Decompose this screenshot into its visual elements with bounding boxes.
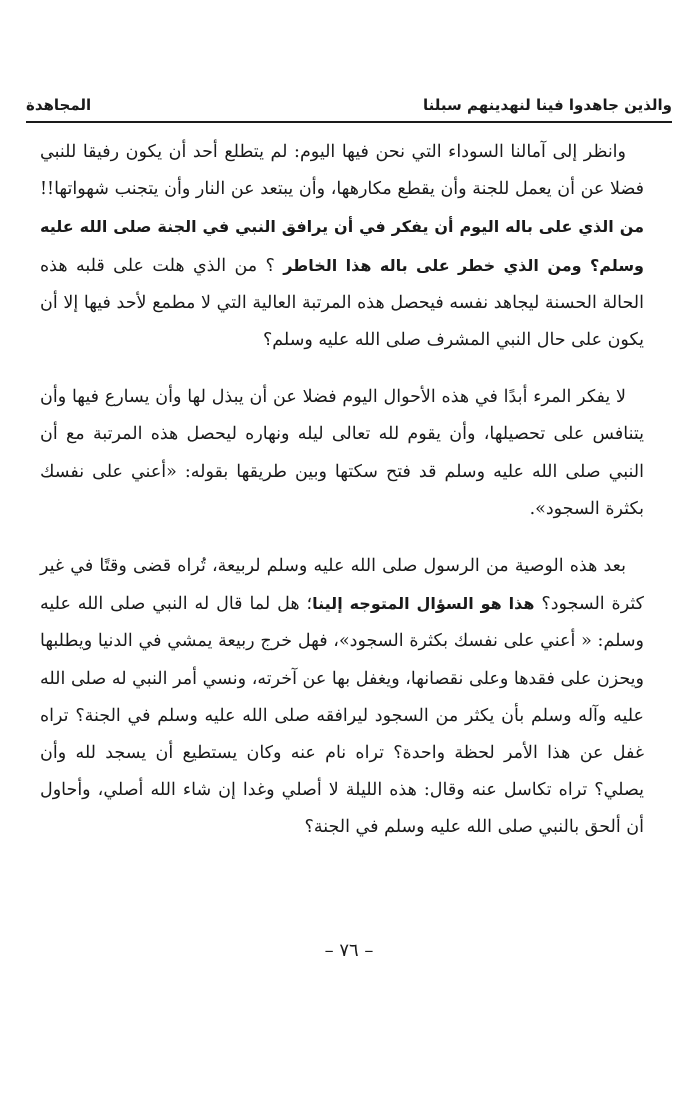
book-title: والذين جاهدوا فينا لنهدينهم سبلنا bbox=[423, 96, 672, 114]
text-run: لا يفكر المرء أبدًا في هذه الأحوال اليوم فضلا عن أن يبذل لها وأن يسارع فيها وأن يتنافس على تحصيلها، وأن يقوم لله تعالى ليله ونهاره ليحصل هذه المرتبة مع أن النبي صلى الله عليه وسلم قد فتح سكتها وبين طريقها بقوله: «أعني على نفسك بكثرة السجود». bbox=[40, 387, 644, 519]
text-run: ؛ هل لما قال له النبي صلى الله عليه وسلم: « أعني على نفسك بكثرة السجود»، فهل خرج ربيعة يمشي في الدنيا ويطلبها ويحزن على فقدها وعلى نقصانها، ويغفل بها عن آخرته، ونسي أمر النبي له صلى الله عليه وآله وسلم بأن يكثر من السجود ليرافقه صلى الله عليه وسلم في الجنة؟ تراه غفل عن هذا الأمر لحظة واحدة؟ تراه نام عنه وكان يستطيع أن يسجد لله وأن يصلي؟ تراه تكاسل عنه وقال: هذه الليلة لا أصلي وغدا إن شاء الله أصلي، وأحاول أن ألحق بالنبي صلى الله عليه وسلم في الجنة؟ bbox=[40, 594, 644, 838]
header-divider bbox=[26, 121, 672, 123]
text-run: بعد هذه الوصية من الرسول صلى الله عليه وسلم لربيعة، تُراه قضى وقتًا في غير كثرة السجود؟ bbox=[40, 556, 644, 615]
paragraph bbox=[40, 548, 644, 847]
chapter-title: المجاهدة bbox=[26, 96, 92, 114]
bold-text-run: هذا هو السؤال المتوجه إلينا bbox=[312, 594, 535, 614]
paragraph bbox=[40, 379, 644, 528]
text-run: ؟ من الذي هلت على قلبه هذه الحالة الحسنة ليجاهد نفسه فيحصل هذه المرتبة العالية التي لا مطمع لأحد فيها إلا أن يكون على حال النبي المشرف صلى الله عليه وسلم؟ bbox=[40, 255, 644, 351]
page-number: – ٧٦ – bbox=[324, 940, 374, 961]
text-run: وانظر إلى آمالنا السوداء التي نحن فيها اليوم: لم يتطلع أحد أن يكون رفيقا للنبي فضلا عن أن يعمل للجنة وأن يقطع مكارهها، وأن يبتعد عن النار وأن يتجنب شهواتها!! bbox=[40, 142, 644, 200]
body-text bbox=[40, 134, 644, 847]
running-header bbox=[26, 84, 672, 114]
paragraph bbox=[40, 134, 644, 359]
bold-text-run: من الذي على باله اليوم أن يفكر في أن يرافق النبي في الجنة صلى الله عليه وسلم؟ ومن الذي خطر على باله هذا الخاطر bbox=[40, 217, 644, 275]
